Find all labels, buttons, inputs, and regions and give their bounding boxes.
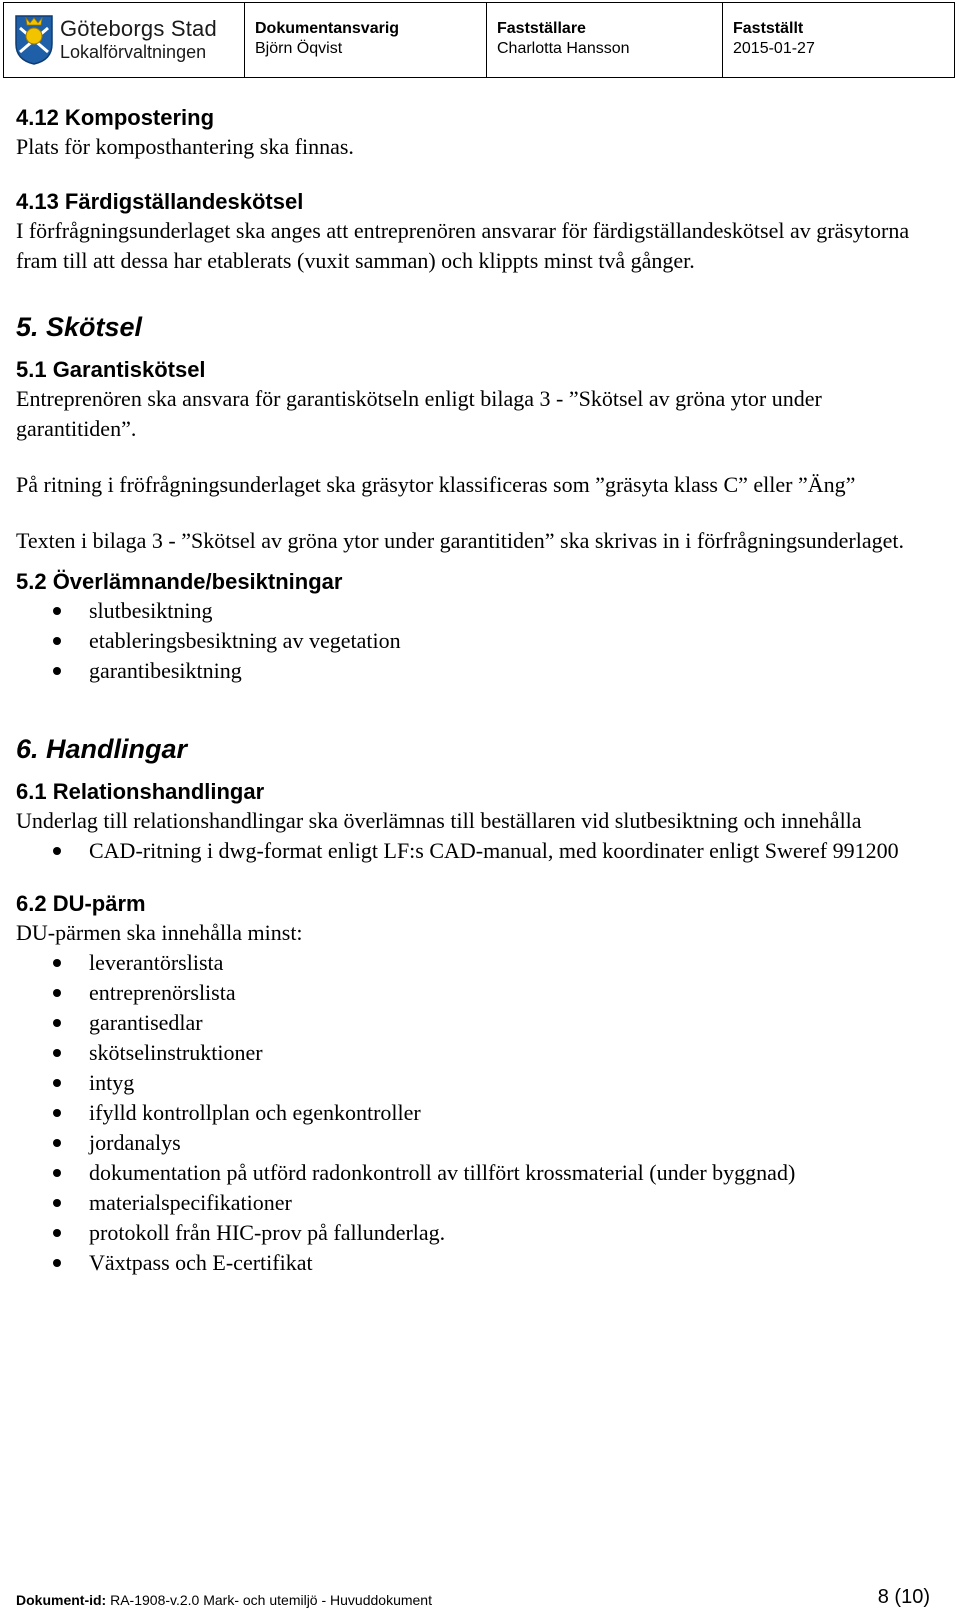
list-item: materialspecifikationer: [16, 1188, 946, 1218]
org-name: Göteborgs Stad: [60, 16, 217, 41]
list-item: dokumentation på utförd radonkontroll av tillfört krossmaterial (under byggnad): [16, 1158, 946, 1188]
approved-cell: [722, 3, 954, 77]
section-heading: 5.2 Överlämnande/besiktningar: [16, 569, 343, 594]
document-header: [3, 2, 955, 78]
responsible-cell: [244, 3, 486, 77]
paragraph: På ritning i fröfrågningsunderlaget ska gräsytor klassificeras som ”gräsyta klass C” eller ”Äng”: [16, 472, 856, 497]
approved-label: Fastställt: [733, 20, 804, 37]
list-item: garantisedlar: [16, 1008, 946, 1038]
doc-id-value: RA-1908-v.2.0 Mark- och utemiljö - Huvuddokument: [110, 1592, 432, 1608]
list-item: jordanalys: [16, 1128, 946, 1158]
paragraph: Plats för komposthantering ska finnas.: [16, 134, 354, 159]
inspection-list: [16, 596, 946, 686]
section-heading: 5.1 Garantiskötsel: [16, 357, 206, 382]
page-number: 8 (10): [877, 1586, 930, 1608]
list-item: CAD-ritning i dwg-format enligt LF:s CAD-manual, med koordinater enligt Sweref 991200: [16, 836, 946, 866]
list-item: skötselinstruktioner: [16, 1038, 946, 1068]
logo-block: [4, 3, 244, 77]
approver-label: Fastställare: [497, 20, 586, 37]
section-heading: 4.13 Färdigställandeskötsel: [16, 189, 304, 214]
du-binder-list: [16, 948, 946, 1278]
paragraph: Underlag till relationshandlingar ska överlämnas till beställaren vid slutbesiktning och innehålla: [16, 808, 862, 833]
org-unit: Lokalförvaltningen: [60, 42, 207, 62]
list-item: etableringsbesiktning av vegetation: [16, 626, 946, 656]
paragraph: DU-pärmen ska innehålla minst:: [16, 920, 303, 945]
list-item: intyg: [16, 1068, 946, 1098]
relation-list: [16, 836, 946, 866]
list-item: entreprenörslista: [16, 978, 946, 1008]
document-body: [16, 104, 946, 1278]
responsible-label: Dokumentansvarig: [255, 20, 400, 37]
list-item: slutbesiktning: [16, 596, 946, 626]
list-item: leverantörslista: [16, 948, 946, 978]
coat-of-arms-icon: [14, 14, 54, 66]
approved-date: 2015-01-27: [733, 40, 815, 57]
approver-name: Charlotta Hansson: [497, 40, 630, 57]
section-heading: 4.12 Kompostering: [16, 105, 215, 130]
list-item: garantibesiktning: [16, 656, 946, 686]
list-item: protokoll från HIC-prov på fallunderlag.: [16, 1218, 946, 1248]
responsible-name: Björn Öqvist: [255, 40, 343, 57]
paragraph: I förfrågningsunderlaget ska anges att entreprenören ansvarar för färdigställandeskötsel av gräsytorna fram till att dessa har etablerats (vuxit samman) och klippts minst två gånger.: [16, 218, 910, 273]
section-heading: 6.2 DU-pärm: [16, 891, 146, 916]
chapter-heading: 6. Handlingar: [16, 734, 188, 764]
paragraph: Entreprenören ska ansvara för garantiskötseln enligt bilaga 3 - ”Skötsel av gröna ytor under garantitiden”.: [16, 386, 822, 441]
approver-cell: [486, 3, 722, 77]
chapter-heading: 5. Skötsel: [16, 312, 143, 342]
section-heading: 6.1 Relationshandlingar: [16, 779, 265, 804]
paragraph: Texten i bilaga 3 - ”Skötsel av gröna ytor under garantitiden” ska skrivas in i förfrågningsunderlaget.: [16, 528, 904, 553]
list-item: Växtpass och E-certifikat: [16, 1248, 946, 1278]
doc-id-label: Dokument-id:: [16, 1592, 107, 1608]
list-item: ifylld kontrollplan och egenkontroller: [16, 1098, 946, 1128]
